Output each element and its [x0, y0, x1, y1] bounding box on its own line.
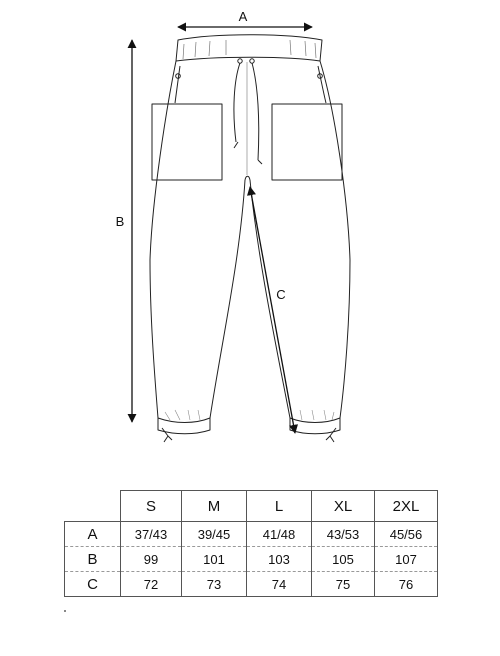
- table-cell: 103: [247, 547, 312, 572]
- dimension-c-label: C: [276, 287, 286, 302]
- table-row: [65, 547, 438, 572]
- row-label: B: [65, 547, 121, 572]
- size-table: [64, 490, 438, 597]
- table-cell: 101: [182, 547, 247, 572]
- dimension-c-arrow: [250, 187, 295, 433]
- table-cell: 99: [121, 547, 182, 572]
- table-cell: 105: [312, 547, 375, 572]
- size-header-row: [65, 491, 438, 522]
- dimension-b-label: B: [115, 214, 125, 229]
- table-cell: 74: [247, 572, 312, 597]
- decorative-dot: [64, 610, 66, 612]
- size-header: S: [121, 491, 182, 522]
- table-cell: 72: [121, 572, 182, 597]
- table-cell: 75: [312, 572, 375, 597]
- table-cell: 43/53: [312, 522, 375, 547]
- table-cell: 41/48: [247, 522, 312, 547]
- size-header: M: [182, 491, 247, 522]
- table-row: [65, 522, 438, 547]
- size-header: 2XL: [375, 491, 438, 522]
- table-row: [65, 572, 438, 597]
- pants-outline: [150, 35, 350, 442]
- table-cell: 45/56: [375, 522, 438, 547]
- size-header: L: [247, 491, 312, 522]
- row-label: C: [65, 572, 121, 597]
- dimension-a-label: A: [238, 9, 248, 24]
- table-cell: 76: [375, 572, 438, 597]
- table-corner: [65, 491, 121, 522]
- row-label: A: [65, 522, 121, 547]
- table-cell: 37/43: [121, 522, 182, 547]
- size-header: XL: [312, 491, 375, 522]
- table-cell: 73: [182, 572, 247, 597]
- table-cell: 39/45: [182, 522, 247, 547]
- table-cell: 107: [375, 547, 438, 572]
